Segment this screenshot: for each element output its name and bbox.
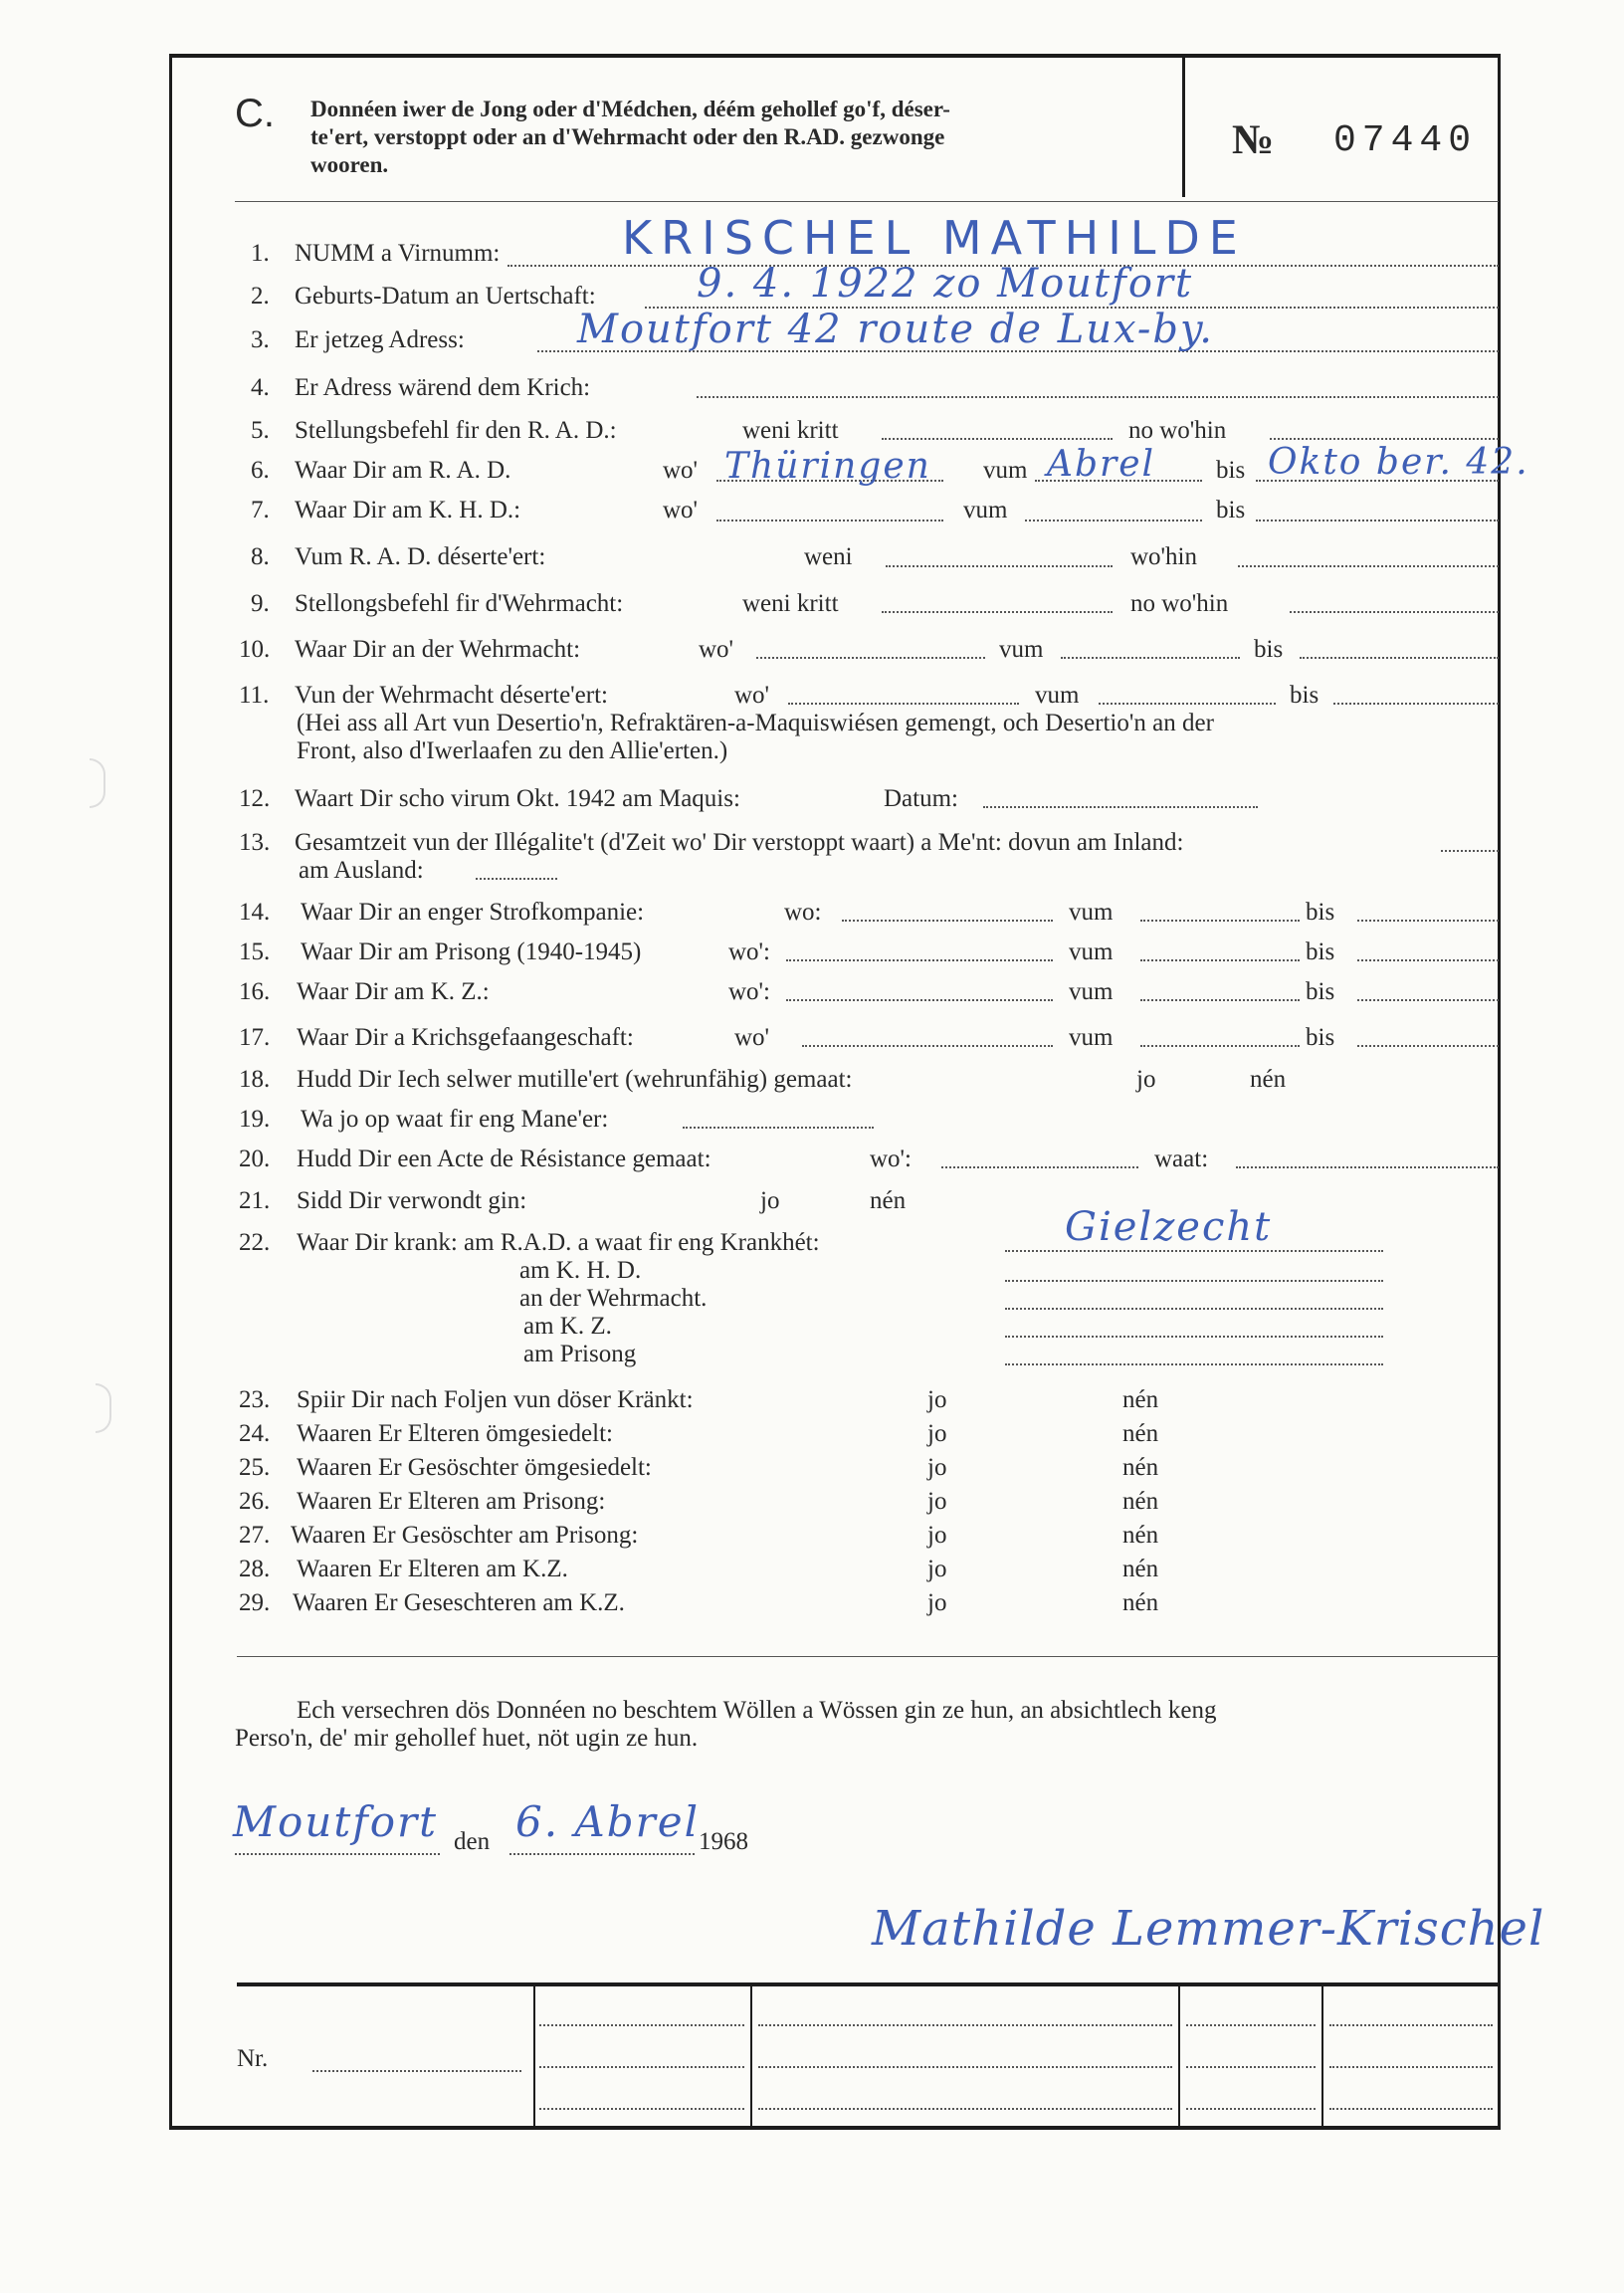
to-label: bis (1290, 682, 1320, 709)
wehrmacht-order-when-field[interactable] (882, 611, 1113, 613)
no-option[interactable]: nén (1250, 1066, 1287, 1093)
footer-top-border (237, 1982, 1501, 1986)
punch-hole-mark (90, 758, 105, 808)
no-option[interactable]: nén (870, 1187, 907, 1214)
wehrmacht-deserted-label: Vun der Wehrmacht déserte'ert: (295, 682, 608, 709)
manner-field[interactable] (683, 1127, 874, 1129)
khd-from-field[interactable] (1025, 520, 1202, 521)
address-value: Moutfort 42 route de Lux-by. (577, 307, 1215, 352)
from-label: vum (1069, 978, 1114, 1005)
kz-to-field[interactable] (1357, 999, 1499, 1001)
from-label: vum (1069, 899, 1114, 926)
footer-divider (750, 1984, 752, 2128)
illness-kz-field[interactable] (1005, 1336, 1383, 1338)
war-address-field[interactable] (697, 396, 1499, 398)
signature: Mathilde Lemmer-Krischel (872, 1901, 1545, 1957)
item-number: 12. (239, 785, 271, 812)
item-number: 14. (239, 899, 271, 926)
item-number: 8. (251, 543, 270, 570)
yes-option[interactable]: jo (760, 1187, 780, 1214)
footer-entry-line[interactable] (1329, 2024, 1493, 2026)
abroad-label: am Ausland: (299, 857, 424, 884)
to-label: bis (1306, 1024, 1335, 1051)
item-number: 16. (239, 978, 271, 1005)
rad-order-where-field[interactable] (1270, 438, 1499, 440)
yes-option[interactable]: jo (927, 1420, 947, 1447)
item-number: 28. (239, 1556, 271, 1582)
birth-value: 9. 4. 1922 zo Moutfort (697, 261, 1194, 307)
form-number-symbol: № (1232, 117, 1275, 163)
footer-entry-line[interactable] (539, 2108, 744, 2110)
prison-label: Waar Dir am Prisong (1940-1945) (301, 938, 642, 965)
no-option[interactable]: nén (1122, 1386, 1159, 1413)
illegality-label: Gesamtzeit vun der Illégalite't (d'Zeit wo' Dir verstoppt waart) a Me'nt: dovun am Inland: (295, 829, 1184, 856)
to-label: bis (1254, 636, 1284, 663)
self-mutilation-label: Hudd Dir Iech selwer mutille'ert (wehrunfähig) gemaat: (297, 1066, 853, 1093)
what-label: waat: (1154, 1146, 1209, 1172)
pow-from-field[interactable] (1140, 1045, 1300, 1047)
item-number: 21. (239, 1187, 271, 1214)
from-label: vum (999, 636, 1044, 663)
resistance-where-field[interactable] (941, 1166, 1138, 1168)
desertion-note-line2: Front, also d'Iwerlaafen zu den Allie'erten.) (297, 737, 728, 764)
where-label: wo': (728, 978, 771, 1005)
illness-wehrmacht-label: an der Wehrmacht. (519, 1285, 708, 1312)
item-number: 24. (239, 1420, 271, 1447)
rad-deserted-when-field[interactable] (886, 565, 1113, 567)
where-label: wo': (870, 1146, 913, 1172)
no-option[interactable]: nén (1122, 1488, 1159, 1515)
to-label: bis (1306, 938, 1335, 965)
penal-from-field[interactable] (1140, 920, 1300, 922)
frame-top-border (169, 54, 1501, 58)
rad-where-value: Thüringen (724, 446, 931, 487)
where-label: wo' (734, 1024, 770, 1051)
illness-prison-field[interactable] (1005, 1363, 1383, 1365)
khd-where-field[interactable] (716, 520, 943, 521)
wehrmacht-order-title: Stellongsbefehl fir d'Wehrmacht: (295, 590, 624, 617)
where-label: wo' (663, 457, 699, 484)
pow-label: Waar Dir a Krichsgefaangeschaft: (297, 1024, 634, 1051)
yes-option[interactable]: jo (927, 1454, 947, 1481)
item-number: 29. (239, 1589, 271, 1616)
birth-label: Geburts-Datum an Uertschaft: (295, 283, 596, 310)
resistance-what-field[interactable] (1236, 1166, 1499, 1168)
to-label: bis (1306, 978, 1335, 1005)
kz-where-field[interactable] (786, 999, 1053, 1001)
item-number: 15. (239, 938, 271, 965)
wounded-label: Sidd Dir verwondt gin: (297, 1187, 527, 1214)
yes-option[interactable]: jo (927, 1589, 947, 1616)
where-label: wo' (734, 682, 770, 709)
footer-entry-line[interactable] (539, 2066, 744, 2068)
signing-date: 6. Abrel (515, 1797, 701, 1846)
punch-hole-mark (96, 1383, 111, 1433)
kz-label: Waar Dir am K. Z.: (297, 978, 490, 1005)
item-number: 26. (239, 1488, 271, 1515)
from-label: vum (1069, 938, 1114, 965)
to-label: bis (1216, 497, 1246, 523)
yes-option[interactable]: jo (1136, 1066, 1156, 1093)
wehrmacht-service-label: Waar Dir an der Wehrmacht: (295, 636, 581, 663)
from-label: vum (1069, 1024, 1114, 1051)
illness-label: Waar Dir krank: am R.A.D. a waat fir eng Krankhét: (297, 1229, 820, 1256)
declaration-line2: Perso'n, de' mir gehollef huet, nöt ugin ze hun. (235, 1725, 699, 1752)
wehrmacht-order-where-field[interactable] (1290, 611, 1499, 613)
when-label: weni (804, 543, 853, 570)
illness-prison-label: am Prisong (523, 1341, 637, 1367)
pow-where-field[interactable] (802, 1045, 1053, 1047)
resistance-label: Hudd Dir een Acte de Résistance gemaat: (297, 1146, 711, 1172)
footer-entry-line[interactable] (758, 2024, 1172, 2026)
illness-khd-field[interactable] (1005, 1280, 1383, 1282)
footer-entry-line[interactable] (1329, 2066, 1493, 2068)
item-number: 7. (251, 497, 270, 523)
prison-from-field[interactable] (1140, 959, 1300, 961)
header-divider (1182, 56, 1185, 197)
item-number: 4. (251, 374, 270, 401)
parents-resettled-label: Waaren Er Elteren ömgesiedelt: (297, 1420, 613, 1447)
item-number: 22. (239, 1229, 271, 1256)
declaration-separator (237, 1656, 1499, 1657)
to-label: bis (1306, 899, 1335, 926)
frame-right-border (1498, 54, 1501, 2130)
no-option[interactable]: nén (1122, 1420, 1159, 1447)
item-number: 11. (239, 682, 270, 709)
yes-option[interactable]: jo (927, 1522, 947, 1549)
wehrmacht-to-field[interactable] (1300, 657, 1499, 659)
item-number: 20. (239, 1146, 271, 1172)
wehrmacht-where-field[interactable] (756, 657, 985, 659)
header-separator (235, 201, 1499, 202)
item-number: 2. (251, 283, 270, 310)
item-number: 13. (239, 829, 271, 856)
footer-entry-line[interactable] (1186, 2108, 1316, 2110)
item-number: 10. (239, 636, 271, 663)
item-number: 5. (251, 417, 270, 444)
illness-khd-label: am K. H. D. (519, 1257, 642, 1284)
maquis-date-field[interactable] (983, 806, 1258, 808)
footer-entry-line[interactable] (758, 2108, 1172, 2110)
abroad-field[interactable] (476, 878, 557, 880)
after-effects-label: Spiir Dir nach Foljen vun döser Kränkt: (297, 1386, 694, 1413)
rad-to-value: Okto ber. 42. (1268, 442, 1529, 483)
item-number: 6. (251, 457, 270, 484)
war-address-label: Er Adress wärend dem Krich: (295, 374, 591, 401)
where-label: wo' (699, 636, 734, 663)
footer-entry-line[interactable] (1186, 2024, 1316, 2026)
kz-from-field[interactable] (1140, 999, 1300, 1001)
yes-option[interactable]: jo (927, 1386, 947, 1413)
item-number: 9. (251, 590, 270, 617)
date-field[interactable] (509, 1853, 695, 1855)
nr-field[interactable] (312, 2070, 521, 2072)
where-label: wo' (663, 497, 699, 523)
inland-field[interactable] (1441, 850, 1499, 852)
item-number: 18. (239, 1066, 271, 1093)
section-letter: C. (235, 92, 275, 135)
place-field[interactable] (235, 1853, 440, 1855)
nr-label: Nr. (237, 2045, 269, 2072)
date-label: Datum: (884, 785, 958, 812)
where-label: wo: (784, 899, 822, 926)
yes-option[interactable]: jo (927, 1556, 947, 1582)
illness-wehrmacht-field[interactable] (1005, 1308, 1383, 1310)
penal-where-field[interactable] (842, 920, 1053, 922)
footer-entry-line[interactable] (758, 2066, 1172, 2068)
khd-to-field[interactable] (1256, 520, 1499, 521)
siblings-prison-label: Waaren Er Gesöschter am Prisong: (291, 1522, 639, 1549)
item-number: 17. (239, 1024, 271, 1051)
pow-to-field[interactable] (1357, 1045, 1499, 1047)
parents-prison-label: Waaren Er Elteren am Prisong: (297, 1488, 606, 1515)
maquis-label: Waart Dir scho virum Okt. 1942 am Maquis: (295, 785, 740, 812)
penal-to-field[interactable] (1357, 920, 1499, 922)
footer-divider (1178, 1984, 1180, 2128)
rad-order-label: Stellungsbefehl fir den R. A. D.: (295, 417, 617, 444)
rad-deserted-label: Vum R. A. D. déserte'ert: (295, 543, 546, 570)
wehrmacht-order-label: weni kritt (742, 590, 839, 617)
signing-place: Moutfort (233, 1797, 439, 1846)
prison-where-field[interactable] (786, 959, 1053, 961)
item-number: 23. (239, 1386, 271, 1413)
header-title-line1: Donnéen iwer de Jong oder d'Médchen, déém gehollef go'f, déser- (310, 97, 950, 121)
footer-divider (1321, 1984, 1323, 2128)
where-to-label: wo'hin (1130, 543, 1198, 570)
khd-service-label: Waar Dir am K. H. D.: (295, 497, 521, 523)
siblings-kz-label: Waaren Er Geseschteren am K.Z. (293, 1589, 625, 1616)
name-value: KRISCHEL MATHILDE (622, 211, 1247, 265)
footer-entry-line[interactable] (1186, 2066, 1316, 2068)
footer-entry-line[interactable] (539, 2024, 744, 2026)
illness-kz-label: am K. Z. (523, 1313, 612, 1340)
item-number: 19. (239, 1106, 271, 1133)
parents-kz-label: Waaren Er Elteren am K.Z. (297, 1556, 568, 1582)
to-label: bis (1216, 457, 1246, 484)
footer-divider (533, 1984, 535, 2128)
header-title-line3: wooren. (310, 152, 389, 177)
yes-option[interactable]: jo (927, 1488, 947, 1515)
rad-deserted-where-field[interactable] (1238, 565, 1499, 567)
from-label: vum (983, 457, 1028, 484)
wehrmacht-deserted-to-field[interactable] (1333, 703, 1499, 705)
wehrmacht-from-field[interactable] (1061, 657, 1240, 659)
name-label: NUMM a Virnumm: (295, 240, 501, 267)
rad-from-value: Abrel (1047, 444, 1156, 485)
den-label: den (454, 1828, 491, 1855)
no-option[interactable]: nén (1122, 1522, 1159, 1549)
frame-bottom-border (169, 2126, 1501, 2130)
footer-entry-line[interactable] (1329, 2108, 1493, 2110)
from-label: vum (963, 497, 1008, 523)
illness-value: Gielzecht (1065, 1204, 1273, 1250)
rad-service-label: Waar Dir am R. A. D. (295, 457, 511, 484)
illness-rad-field[interactable] (1005, 1250, 1383, 1252)
item-number: 27. (239, 1522, 271, 1549)
prison-to-field[interactable] (1357, 959, 1499, 961)
when-received-label: weni kritt (742, 417, 839, 444)
no-option[interactable]: nén (1122, 1556, 1159, 1582)
siblings-resettled-label: Waaren Er Gesöschter ömgesiedelt: (297, 1454, 652, 1481)
item-number: 1. (251, 240, 270, 267)
frame-left-border (169, 54, 172, 2130)
wehrmacht-deserted-from-field[interactable] (1099, 703, 1276, 705)
rad-order-when-field[interactable] (882, 438, 1113, 440)
declaration-line1: Ech versechren dös Donnéen no beschtem Wöllen a Wössen gin ze hun, an absichtlech keng (297, 1697, 1217, 1724)
year-label: 1968 (699, 1828, 748, 1855)
no-option[interactable]: nén (1122, 1589, 1159, 1616)
item-number: 3. (251, 326, 270, 353)
no-option[interactable]: nén (1122, 1454, 1159, 1481)
penal-company-label: Waar Dir an enger Strofkompanie: (301, 899, 645, 926)
manner-label: Wa jo op waat fir eng Mane'er: (301, 1106, 609, 1133)
desertion-note-line1: (Hei ass all Art vun Desertio'n, Refraktären-a-Maquiswiésen gemengt, och Desertio'n an der (297, 710, 1214, 736)
header-title-line2: te'ert, verstoppt oder an d'Wehrmacht oder den R.AD. gezwonge (310, 124, 945, 149)
where-to-label: no wo'hin (1130, 590, 1229, 617)
where-label: wo': (728, 938, 771, 965)
form-number: 07440 (1333, 119, 1478, 162)
where-to-label: no wo'hin (1128, 417, 1227, 444)
address-label: Er jetzeg Adress: (295, 326, 465, 353)
item-number: 25. (239, 1454, 271, 1481)
from-label: vum (1035, 682, 1080, 709)
wehrmacht-deserted-where-field[interactable] (788, 703, 1019, 705)
